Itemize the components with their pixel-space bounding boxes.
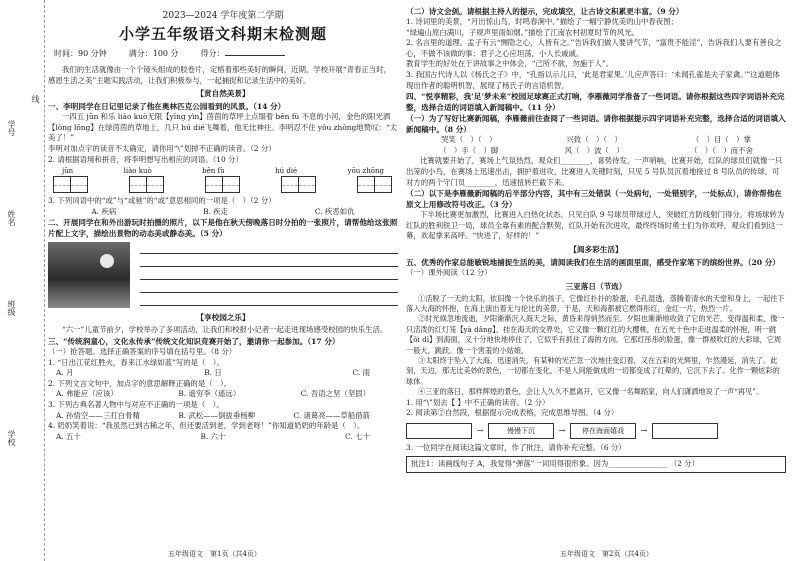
question-5-1: （一）课外阅读（12 分） xyxy=(406,267,492,277)
paragraph-2: ②时光倏忽地流逝，夕阳渐渐沉入海天之际，黄昏来得悄然而至。夕阳也渐渐地收敛了它的光芒，变得温和柔，像一只活泼的红灯笼【yà dǎng】，挂在海天的交界处，它又像一颗红红的大樱桃，在五光十色中走进温柔的怀抱，明一跳【ǒi dì】到海面，又十分地快地停住了，它似乎有抓住了海的方向。它那红彤彤的脸蛋，像一群被吹红的大彩球，它周一般大，跳跃。像一个害羞的小姑娘， xyxy=(406,314,785,355)
question-4-2: （二）以下是李雁薇新闻稿的后半部分内容，其中有三处错误（一处病句，一处错别字，一处标点），请你帮他在原文上用修改符号改正。（3 分） xyxy=(406,189,782,210)
poem-item-1b: “绿遍山原白满川，子规声里雨如烟。”描绘了江南农村初夏时节的风光。 xyxy=(406,27,639,37)
arrow-icon: → xyxy=(558,426,566,436)
q3-1-2: 2. 下列文言文句中，加点字的意思解释正确的是（ ）。 xyxy=(48,378,232,388)
question-3-1: （一）抢答题。选择正确答案的序号填在括号里。（8 分） xyxy=(48,346,237,356)
page-footer-left: 五年级语文 第1页（共4页） xyxy=(168,550,261,558)
time-limit: 时间：90 分钟 xyxy=(54,49,107,58)
annotation-box[interactable] xyxy=(406,456,786,473)
question-3-2: （二）诗文会剑。请根据主持人的提示，完成填空，让古诗文积累更丰富。（9 分） xyxy=(406,7,684,16)
section-campus: 【享校园之乐】 xyxy=(196,313,250,323)
news-draft: 比赛就要开始了，赛场上气氛热烈，观众们________，喜势待发，一声哨响，比赛开始，红队的球员们就像一只出笼的小鸟，在赛场上迅速出击，拥护着进攻，比赛进入关键时刻，只见 5 号队员沉着地接过 8 号队员的传球，可对方的两个守门员________，迅速扭转拦截下来。 xyxy=(406,156,783,187)
reading-q3: 3. 一位同学在阅读这篇文章时，作了批注，请你补充完整。（6 分） xyxy=(406,442,626,452)
q3-1-3: 3. 下列古典名著人物中与对应不正确的一项是（ ）。 xyxy=(48,399,224,409)
cut-mark: 线 xyxy=(31,95,40,103)
caption-lines[interactable] xyxy=(140,242,398,308)
q3-1-2-options: A. 弗能应（应该） B. 遥穷李（遥远） C. 吾语之坚（坚固） xyxy=(56,389,370,399)
annotation-text: 批注1：读画线句子 A，我觉得“弹落”一词用得很形象。因为________________ xyxy=(411,459,668,469)
sunset-photo xyxy=(48,242,130,308)
question-4-1: （一）为了写好比赛新闻稿，李雁薇前往查阅了一些词语。请你根据提示四字词语补充完整，选择合适的词语填入新闻稿中。（8 分） xyxy=(406,114,786,135)
left-column xyxy=(48,6,398,546)
exam-title: 小学五年级语文科期末检测题 xyxy=(118,25,327,43)
q3-1-4-options: A. 五十 B. 六十 C. 七十 xyxy=(56,431,370,441)
reading-q1: 1. 用“\”划去【 】中不正确的读音。（2 分） xyxy=(406,397,550,407)
question-5: 五、优秀的作家总能敏锐地捕捉生活的美，请阅读我们在生活的画面里面，感受作家笔下的缤纷世界。（20 分） xyxy=(406,257,780,267)
question-4: 四、“悦享精彩，我‘足’梦未来”校园足球赛正式打响，李雁薇同学准备了一些词语。请你根据这些四字词语补充完整，选择合适的词语填入新闻稿中。（11 分） xyxy=(406,92,785,113)
mind-map[interactable] xyxy=(406,423,786,439)
idiom-row-1[interactable]: 哭笑（ ）（ ） 兴致（ ）（ ） （ ）目（ ）掌 xyxy=(440,135,751,145)
question-1: 一、李明同学在日记里记录了他在奥林匹克公园看到的风景。（14 分） xyxy=(48,102,286,112)
section-nature: 【赏自然美景】 xyxy=(196,89,250,99)
q3-1-4: 4. 奶奶笑着说：“我虽然已到古稀之年，但还要活到老，学到老呀！”你知道奶奶的年龄是（ ）。 xyxy=(48,421,365,431)
news-draft-2: 下半场比赛更加激烈，比赛进入白热化状态。只见白队 9 号球员带球过人，突破红方防线射门得分，将场球转为红队的胜利铁卫一局，球员全靠有素的配合默契，红队开始有次进攻，最终终场时勇士们为你欢呼，观众们看到这一幕，欢起掌来高呼。“快进了，好样的！” xyxy=(406,210,785,241)
tian-grid-row[interactable] xyxy=(48,176,398,193)
paragraph-1: ①活脱了一天的太阳，依旧像一个快乐的孩子，它像红扑扑的脸蛋，毛孔湿透，蒸腾着清水的天堂和身上，一起往下落入大海的怀抱，在海上演出着无与伦比的美景，于是，天和海都被它燃得彤红，金红一片，热烈一片。 xyxy=(406,293,785,313)
intro-2: “六一”儿童节前夕，学校举办了多项活动，让我们和校报小记者一起走进现场感受校园的快乐生活。 xyxy=(62,325,388,335)
flow-box-2: 慢慢下沉 xyxy=(488,423,554,439)
question-2: 二、开展同学在和外出游玩时拍摄的照片，以下是他在秋天傍晚落日时分拍的一张照片，请帮他给这张照片配上文字，描绘出景物的动态美或静态美。（5 分） xyxy=(48,218,398,239)
intro-text: 我们的生活就像由一个个镜头组成的胶卷片，定格着那些美好的瞬间，近期，学校开展“青春正当时，感恩生活之美”主题实践活动，让我们积极参与，一起捕捉和记录生活中的美好。 xyxy=(48,65,391,85)
question-1-2: 2. 请根据语境和拼音，将李明想写出相应的词语。（10 分） xyxy=(48,154,243,164)
flow-box-3: 停在海面嬉戏 xyxy=(570,423,636,439)
q3-1-1-options: A. 月 B. 日 C. 雨 xyxy=(56,368,370,378)
poem-item-2: 2. 名言里的道理。孟子有云“恻隐之心，人皆有之。”告诉我们做人要讲气节，“富贵不能淫”，告诉我们人要有善良之心，不做不该做的事；君子之心应坦荡，小人长戚戚。 xyxy=(406,38,782,58)
photo-caption-area xyxy=(48,242,398,308)
question-1-1: 李明对加点字的读音不太确定，请你用“\”划掉不正确的读音。（2 分） xyxy=(48,143,276,153)
flow-box-4[interactable] xyxy=(652,423,718,439)
arrow-icon: → xyxy=(476,426,484,436)
id-label: 学号 xyxy=(7,120,16,136)
idiom-row-2[interactable]: （ ）手（ ）脚 风（ ）波（ ） （ ）（ ）而不舍 xyxy=(439,145,753,155)
paragraph-4: ④三亚的落日，那样辉煌的景色，会让人久久不愿离开，它又像一名舞蹈家，向人们潇洒地说了一声“再见”。 xyxy=(418,387,764,397)
pinyin-row: jūn liào kuò bēn fù hú dié yōu zhōng xyxy=(62,167,384,176)
paragraph-3: ③太阳终于坠入了大海，迅速消失，有某种的光芒忽一次地往变幻着，又在五彩的光辉里，乍然漫延，消失了。此刻，天边，那无比美妙的景色，一切都在变化，不是人间能做成的一切都变成了红晕的，它沉下去了。化作一颗炫彩的球体。 xyxy=(406,355,780,386)
diary-text: 一四五 jūn 和乐 liào kuò无限【yīng yìn】茵茵的草坪上点缀着 bēn fù 不息的小河，金色的阳光洒【lòng lǒng】在绿茵茵的草地上，几只 hú dié飞舞着，他无比神往。李明忍不住 yōu zhōng地赞叹：“太美了！” xyxy=(48,112,397,143)
score-field[interactable]: 得分： xyxy=(201,48,285,59)
exam-meta xyxy=(48,48,398,59)
poem-item-3: 3. 我国古代诗人以《杨氏之子》中，“孔指以示儿曰，‘此是君家果。’儿应声答曰：‘未闻孔雀是夫子家禽。’”这道题体现出作者的聪明机智，展现了杨氏子的言语机智。 xyxy=(406,69,780,90)
term-heading: 2023—2024 学年度第二学期 xyxy=(162,11,284,21)
school-label: 学校 xyxy=(7,430,16,446)
reading-q2: 2. 阅读第②自然段，根据提示完成表格，完成思维导图。（4 分） xyxy=(406,408,619,418)
full-score: 满分：100 分 xyxy=(128,49,179,58)
q1-3-options: A. 疾病 B. 疾走 C. 疾恶如仇 xyxy=(91,206,355,216)
page-footer-right: 五年级语文 第2页（共4页） xyxy=(560,550,653,558)
reading-title: 三亚落日（节选） xyxy=(565,281,627,291)
q3-1-3-options: A. 孙悟空——三打白骨精 B. 武松——倒拔垂杨柳 C. 诸葛亮——草船借箭 xyxy=(56,410,370,420)
flow-box-1[interactable] xyxy=(406,423,472,439)
poem-item-1: 1. 诗词里的美景，“月出惊山鸟，时鸣春涧中。”描绘了一幅宁静优美的山中春夜图； xyxy=(406,17,678,26)
name-label: 姓名 xyxy=(7,210,16,226)
poem-item-2b: 教育学生的好处在于讲故事之中体会，“己所不欲，勿施于人”。 xyxy=(406,59,614,69)
right-column xyxy=(406,6,786,546)
q3-1-1: 1. “日出江花红胜火，春来江水绿如蓝”写的是（ ）。 xyxy=(48,357,224,367)
question-3: 三、“传统润童心，文化永传承”传统文化知识竞赛开始了，邀请你一起参加。（17 分） xyxy=(48,336,340,346)
question-1-3: 3. 下列词语中的“或”与“或驰”的“或”意思相同的一项是（ ）（2 分） xyxy=(48,196,276,206)
class-label: 班级 xyxy=(7,300,16,316)
section-life: 【阅多彩生活】 xyxy=(569,244,623,254)
annotation-score: （2 分） xyxy=(669,459,700,469)
binding-margin xyxy=(0,0,45,561)
arrow-icon: → xyxy=(640,426,648,436)
